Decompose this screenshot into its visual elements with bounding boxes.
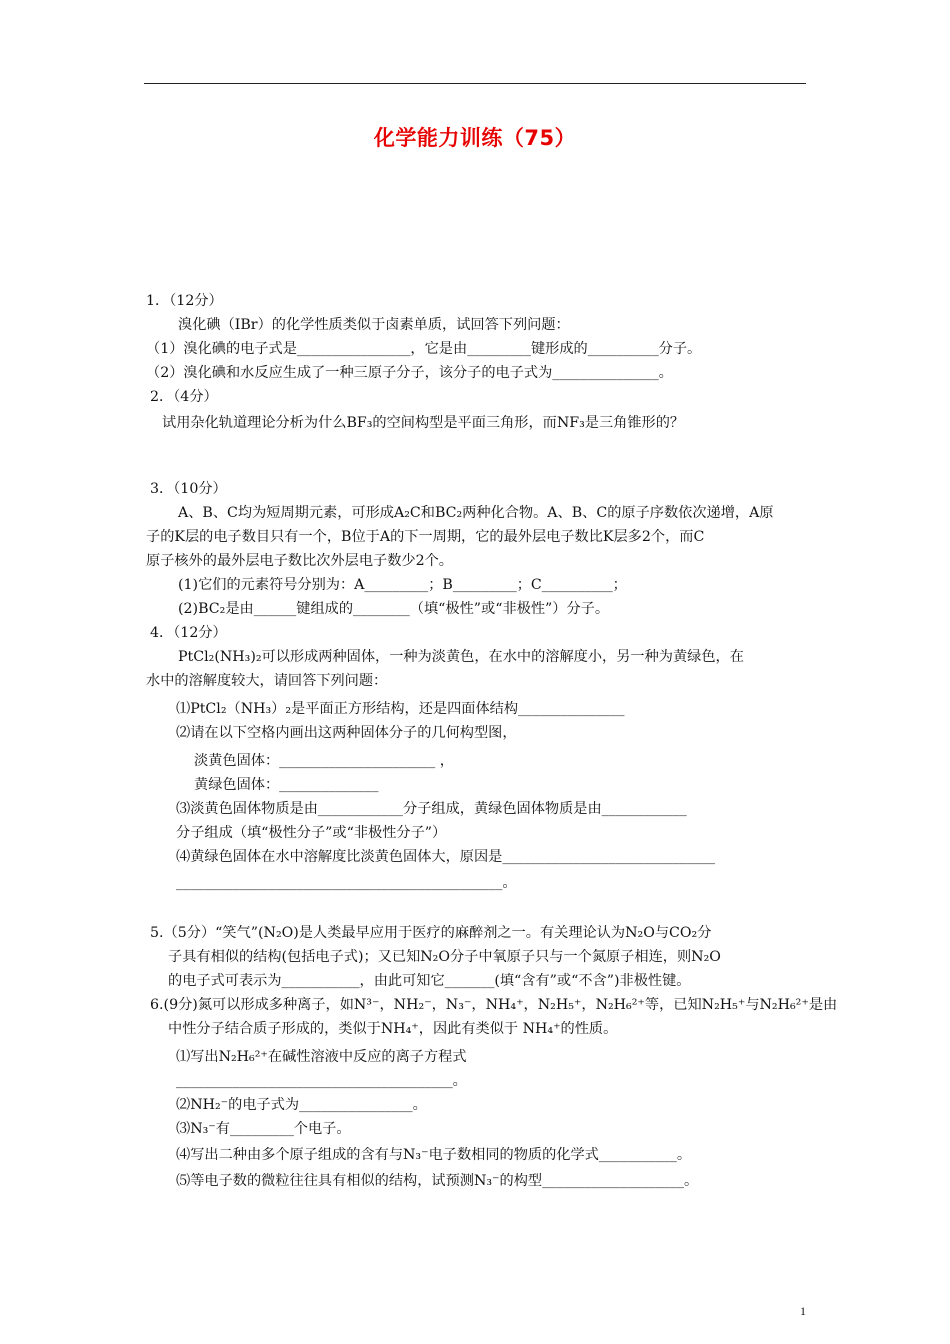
text-line-q6-3: ⑶N₃⁻有_________个电子。: [176, 1121, 351, 1137]
text-line-q4-2: ⑵请在以下空格内画出这两种固体分子的几何构型图，: [176, 725, 517, 741]
text-line-q6-l1: 6.(9分)氮可以形成多种离子，如N³⁻，NH₂⁻，N₃⁻，NH₄⁺，N₂H₅⁺，N₂H₆²⁺等，已知N₂H₅⁺与N₂H₆²⁺是由: [150, 997, 838, 1013]
text-line-q1-intro: 溴化碘（IBr）的化学性质类似于卤素单质，试回答下列问题：: [178, 317, 570, 333]
text-line-q3-l3: 原子核外的最外层电子数比次外层电子数少2个。: [146, 553, 453, 569]
text-line-q4-2a: 淡黄色固体：______________________ ，: [194, 753, 454, 769]
text-line-q4-4: ⑷黄绿色固体在水中溶解度比淡黄色固体大，原因是______________________________: [176, 849, 716, 865]
text-line-q2-head: 2．（4分）: [150, 389, 218, 405]
text-line-q6-1: ⑴写出N₂H₆²⁺在碱性溶液中反应的离子方程式: [176, 1049, 467, 1065]
text-line-q4-l2: 水中的溶解度较大，请回答下列问题：: [146, 673, 388, 689]
text-line-q3-2: (2)BC₂是由______键组成的________（填“极性”或“非极性”）分子。: [178, 601, 610, 617]
text-line-q5-l3: 的电子式可表示为___________，由此可知它_______(填“含有”或“不含”)非极性键。: [168, 973, 691, 989]
text-line-q3-l2: 子的K层的电子数目只有一个，B位于A的下一周期，它的最外层电子数比K层多2个，而C: [146, 529, 705, 545]
text-line-q4-1: ⑴PtCl₂（NH₃）₂是平面正方形结构，还是四面体结构_______________: [176, 701, 625, 717]
text-line-q2-body: 试用杂化轨道理论分析为什么BF₃的空间构型是平面三角形，而NF₃是三角锥形的？: [162, 415, 685, 431]
header-rule: [144, 83, 806, 84]
text-line-q3-1: (1)它们的元素符号分别为：A_________；B_________；C__________；: [178, 577, 627, 593]
page-title: 化学能力训练（75）: [373, 126, 577, 150]
text-line-q5-l2: 子具有相似的结构(包括电子式)；又已知N₂O分子中氧原子只与一个氮原子相连，则N₂O: [168, 949, 721, 965]
text-line-q4-4b: ______________________________________________。: [176, 875, 517, 891]
text-line-q6-1b: _______________________________________。: [176, 1073, 467, 1089]
text-line-q4-3b: 分子组成（填“极性分子”或“非极性分子”）: [176, 825, 447, 841]
text-line-q4-head: 4．（12分）: [150, 625, 227, 641]
text-line-q5-l1: 5.（5分）“笑气”(N₂O)是人类最早应用于医疗的麻醉剂之一。有关理论认为N₂O与CO₂分: [150, 925, 712, 941]
text-line-q6-5: ⑸等电子数的微粒往往具有相似的结构，试预测N₃⁻的构型____________________。: [176, 1173, 699, 1189]
text-line-q4-2b: 黄绿色固体：______________: [194, 777, 379, 793]
text-line-q6-l2: 中性分子结合质子形成的，类似于NH₄⁺，因此有类似于 NH₄⁺的性质。: [168, 1021, 618, 1037]
text-line-q1-head: 1．（12分）: [146, 293, 223, 309]
text-line-q3-head: 3．（10分）: [150, 481, 227, 497]
text-line-q6-2: ⑵NH₂⁻的电子式为________________。: [176, 1097, 427, 1113]
text-line-q4-3: ⑶淡黄色固体物质是由____________分子组成，黄绿色固体物质是由____________: [176, 801, 687, 817]
text-line-q4-l1: PtCl₂(NH₃)₂可以形成两种固体，一种为淡黄色，在水中的溶解度小，另一种为黄绿色，在: [178, 649, 744, 665]
page-number: 1: [800, 1304, 806, 1318]
text-line-q6-4: ⑷写出二种由多个原子组成的含有与N₃⁻电子数相同的物质的化学式___________。: [176, 1147, 692, 1163]
text-line-q3-l1: A、B、C均为短周期元素，可形成A₂C和BC₂两种化合物。A、B、C的原子序数依次递增，A原: [178, 505, 774, 521]
text-line-q1-2: （2）溴化碘和水反应生成了一种三原子分子，该分子的电子式为_______________。: [146, 365, 673, 381]
text-line-q1-1: （1）溴化碘的电子式是________________，它是由_________键形成的__________分子。: [146, 341, 702, 357]
